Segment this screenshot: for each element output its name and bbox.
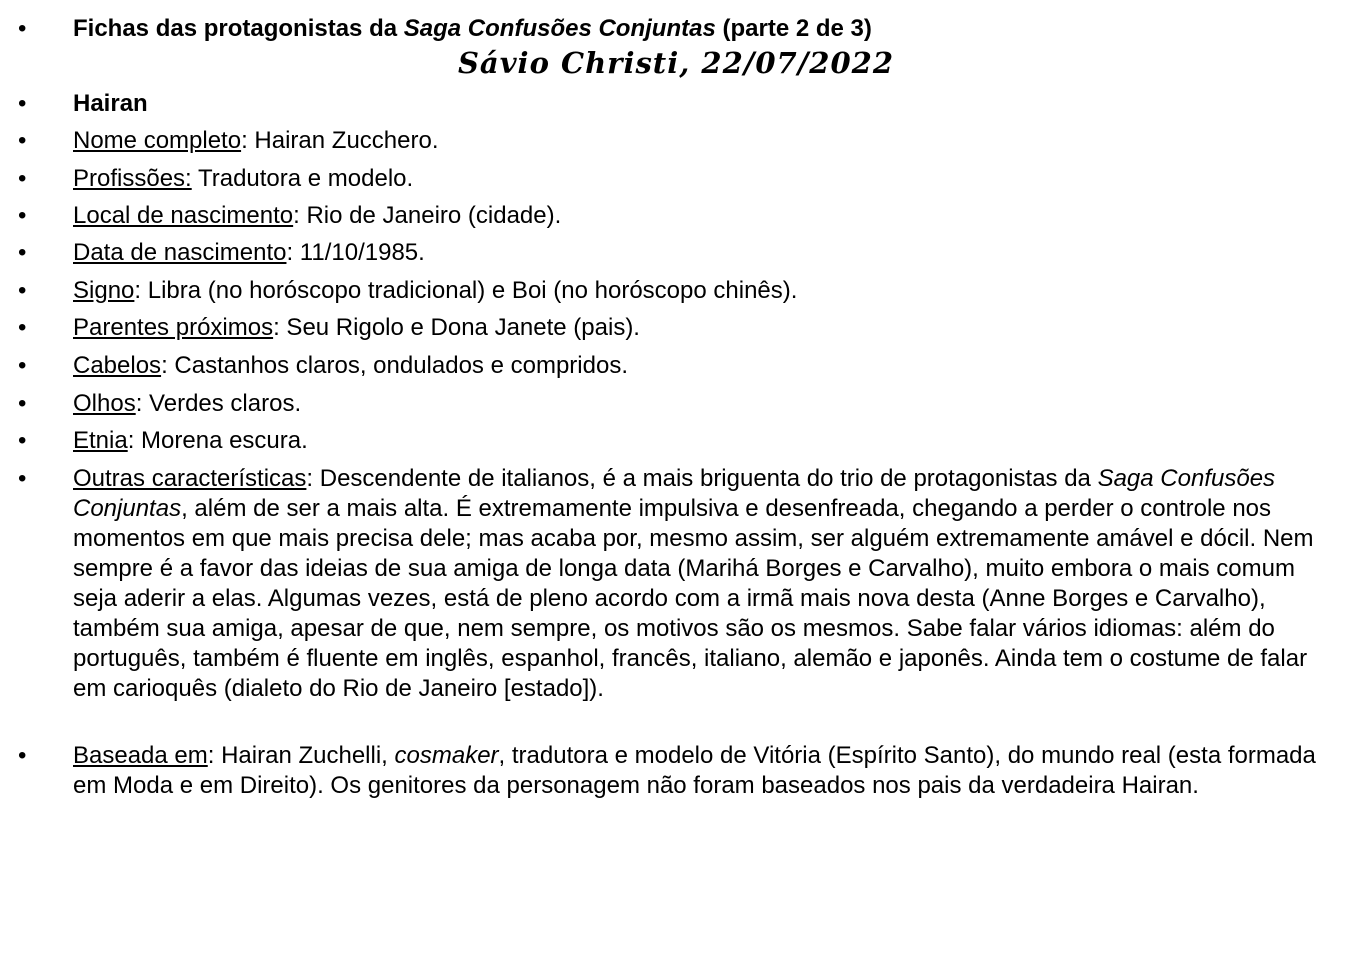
field-value: : Descendente de italianos, é a mais briguenta do trio de protagonistas da xyxy=(306,465,1098,492)
bullet: • xyxy=(18,352,27,379)
bullet: • xyxy=(18,314,27,341)
field-value: : Hairan Zucchero. xyxy=(241,127,439,154)
field-value: : Libra (no horóscopo tradicional) e Boi (no horóscopo chinês). xyxy=(134,277,798,304)
bullet: • xyxy=(18,15,27,42)
bullet: • xyxy=(18,202,27,229)
field-value: : Seu Rigolo e Dona Janete (pais). xyxy=(273,314,640,341)
field-label: Nome completo xyxy=(73,127,242,154)
field-label: Signo xyxy=(73,277,135,304)
field-label: Baseada em xyxy=(73,742,208,769)
field-value: : Rio de Janeiro (cidade). xyxy=(293,202,562,229)
saga-name: Saga Confusões Conjuntas xyxy=(73,465,1276,522)
bullet: • xyxy=(18,90,27,117)
bullet: • xyxy=(18,239,27,266)
character-name: Hairan xyxy=(73,90,148,117)
author-signature xyxy=(0,46,1352,80)
field-label: Outras características xyxy=(73,465,307,492)
field-value-continued: , tradutora e modelo de Vitória (Espírito Santo), do mundo real (esta formada em Moda e em Direito). Os genitores da personagem não foram baseados nos pais da verdadeira Hairan. xyxy=(73,742,1316,799)
field-label: Etnia xyxy=(73,427,128,454)
field-value: : Castanhos claros, ondulados e compridos. xyxy=(161,352,628,379)
field-label: Local de nascimento xyxy=(73,202,294,229)
field-label: Profissões: xyxy=(73,165,192,192)
field-label: Cabelos xyxy=(73,352,162,379)
bullet: • xyxy=(18,465,27,492)
page-title xyxy=(73,14,1335,44)
bullet: • xyxy=(18,165,27,192)
bullet: • xyxy=(18,277,27,304)
field-value: Tradutora e modelo. xyxy=(191,165,414,192)
field-value: : Hairan Zuchelli, xyxy=(207,742,395,769)
title-prefix: Fichas das protagonistas da xyxy=(73,15,398,42)
title-saga-name: Saga Confusões Conjuntas xyxy=(403,15,716,42)
bullet: • xyxy=(18,427,27,454)
cosmaker-term: cosmaker xyxy=(394,742,499,769)
bullet: • xyxy=(18,390,27,417)
field-value: : Verdes claros. xyxy=(135,390,302,417)
author-name: Sávio Christi xyxy=(457,46,680,80)
bullet: • xyxy=(18,127,27,154)
field-label: Data de nascimento xyxy=(73,239,287,266)
bullet: • xyxy=(18,742,27,769)
field-value-continued: , além de ser a mais alta. É extremamente impulsiva e desenfreada, chegando a perder o controle nos momentos em que mais precisa dele; mas acaba por, mesmo assim, ser alguém extremamente amável e dócil. Nem sempre é a favor das ideias de sua amiga de longa data (Marihá Borges e Carvalho), muito embora o mais comum seja aderir a elas. Algumas vezes, está de pleno acordo com a irmã mais nova desta (Anne Borges e Carvalho), também sua amiga, apesar de que, nem sempre, os motivos são os mesmos. Sabe falar vários idiomas: além do português, também é fluente em inglês, espanhol, francês, italiano, alemão e japonês. Ainda tem o costume de falar em carioquês (dialeto do Rio de Janeiro [estado]). xyxy=(73,495,1314,702)
field-label: Parentes próximos xyxy=(73,314,274,341)
field-value: : 11/10/1985. xyxy=(286,239,425,266)
field-label: Olhos xyxy=(73,390,136,417)
title-suffix: (parte 2 de 3) xyxy=(722,15,872,42)
field-value: : Morena escura. xyxy=(127,427,308,454)
author-date: , 22/07/2022 xyxy=(679,46,895,80)
